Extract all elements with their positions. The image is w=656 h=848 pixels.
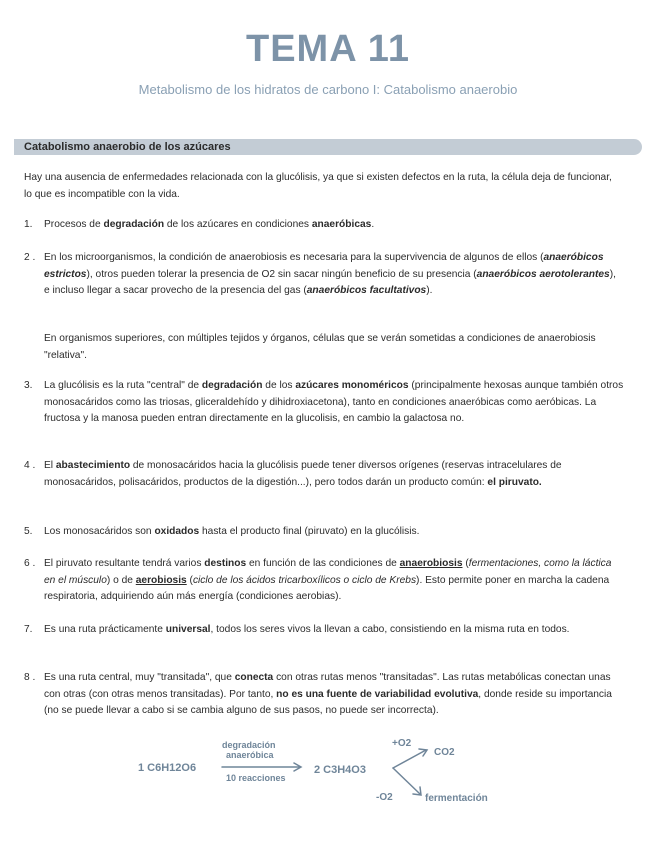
item-number: 8 .: [24, 672, 36, 683]
text-run: ), e incluso llegar a sacar provecho de la presencia del gas (: [44, 268, 616, 296]
sketch-arrow-label-top-2: anaeróbica: [226, 750, 274, 760]
text-run: En los microorganismos, la condición de anaerobiosis es necesaria para la supervivencia de algunos de ellos (: [44, 252, 544, 263]
handwritten-reaction-sketch: [0, 730, 656, 820]
page-title: TEMA 11: [246, 28, 410, 70]
sketch-reactant: 1 C6H12O6: [138, 762, 197, 774]
section-title: Catabolismo anaerobio de los azúcares: [24, 141, 231, 153]
bold-text: azúcares monoméricos: [295, 380, 409, 391]
sketch-branch-top-label: +O2: [392, 738, 412, 749]
text-run: (principalmente hexosas aunque también otros monosacáridos como las triosas, gliceraldehído y dihidroxiacetona), tanto en condiciones anaeróbicas como aeróbicas. La fructosa y la manosa pueden entran directamente en la glucolisis, en cambio la galactosa no.: [44, 380, 624, 424]
text-run: de los azúcares en condiciones: [164, 219, 312, 230]
list-item-extra: En organismos superiores, con múltiples tejidos y órganos, células que se verán sometidas a condiciones de anaerobiosis "relativa".: [44, 333, 596, 361]
text-run: en función de las condiciones de: [246, 558, 400, 569]
bold-italic-text: anaeróbicos facultativos: [306, 285, 427, 296]
item-number: 6 .: [24, 558, 36, 569]
item-number: 5.: [24, 526, 33, 537]
sketch-arrow-label-top-1: degradación: [222, 740, 276, 750]
bold-italic-text: anaeróbicos estrictos: [44, 252, 604, 280]
text-run: , todos los seres vivos la llevan a cabo, consistiendo en la misma ruta en todos.: [210, 624, 570, 635]
item-number: 1.: [24, 219, 33, 230]
list-item: [44, 250, 624, 300]
text-run: ), otros pueden tolerar la presencia de O2 sin sacar ningún beneficio de su presencia (: [86, 268, 477, 280]
sketch-product: 2 C3H4O3: [314, 764, 366, 776]
text-run: El piruvato resultante tendrá varios: [44, 558, 205, 569]
item-number: 4 .: [24, 460, 36, 471]
text-run: Procesos de: [44, 219, 104, 230]
sketch-branch-top-result: CO2: [434, 747, 455, 758]
text-run: .: [371, 219, 375, 230]
list-item: [44, 556, 624, 606]
bold-underlined-text: aerobiosis: [135, 574, 187, 586]
text-run: ) o de: [106, 574, 136, 586]
list-item: [44, 458, 624, 491]
sketch-branch-bottom-result: fermentación: [425, 793, 488, 804]
bold-text: degradación: [103, 219, 165, 230]
italic-text: fermentaciones, como la láctica en el músculo: [44, 558, 612, 586]
bold-text: degradación: [201, 380, 263, 391]
bold-text: el piruvato.: [487, 476, 542, 488]
text-run: con otras rutas menos "transitadas". Las rutas metabólicas conectan unas con otras (con otras menos transitadas). Por tanto,: [44, 672, 611, 700]
sketch-branch-top-line: [393, 750, 426, 768]
text-run: Es una ruta prácticamente: [44, 624, 166, 635]
item-number: 3.: [24, 380, 33, 391]
bold-text: abastecimiento: [55, 460, 131, 471]
intro-paragraph: Hay una ausencia de enfermedades relacionada con la glucólisis, ya que si existen defectos en la ruta, la célula deja de funcionar, lo que es incompatible con la vida.: [24, 172, 612, 200]
list-item: [44, 670, 624, 720]
bold-text: conecta: [234, 672, 274, 683]
italic-text: ciclo de los ácidos tricarboxílicos o ciclo de Krebs: [192, 574, 417, 586]
bold-text: no es una fuente de variabilidad evolutiva: [276, 688, 479, 700]
bold-underlined-text: anaerobiosis: [399, 558, 463, 569]
text-run: hasta el producto final (piruvato) en la glucólisis.: [199, 526, 420, 537]
page-subtitle: Metabolismo de los hidratos de carbono I: Catabolismo anaerobio: [138, 82, 518, 97]
bold-text: anaeróbicas: [311, 219, 372, 230]
text-run: Los monosacáridos son: [44, 526, 155, 537]
bold-text: oxidados: [154, 526, 200, 537]
bold-text: destinos: [204, 558, 247, 569]
text-run: de monosacáridos hacia la glucólisis puede tener diversos orígenes (reservas intracelulares de monosacáridos, polisacáridos, productos de la digestión...), pero todos darán un producto común:: [44, 460, 562, 488]
text-run: (: [186, 574, 193, 586]
text-run: El: [44, 460, 56, 471]
text-run: La glucólisis es la ruta "central" de: [44, 380, 202, 391]
list-item: [44, 217, 624, 234]
sketch-branch-bottom-line: [393, 768, 420, 794]
list-item: [44, 378, 624, 428]
text-run: ). Esto permite poner en marcha la cadena respiratoria, adquiriendo aún más energía (condiciones aerobias).: [44, 574, 610, 602]
text-run: , donde reside su importancia (no se puede llevar a cabo si se cambia alguno de sus pasos, no puede ser incorrecta).: [44, 688, 612, 716]
bold-text: universal: [165, 624, 211, 635]
bold-italic-text: anaeróbicos aerotolerantes: [476, 268, 610, 280]
text-run: Es una ruta central, muy "transitada", que: [44, 672, 235, 683]
item-number: 2 .: [24, 252, 36, 263]
item-number: 7.: [24, 624, 33, 635]
text-run: (: [462, 558, 469, 569]
text-run: ).: [426, 285, 433, 296]
list-item: [44, 622, 624, 639]
text-run: de los: [262, 380, 296, 391]
sketch-branch-bottom-label: -O2: [376, 792, 393, 803]
list-item: [44, 524, 624, 541]
sketch-arrow-label-bottom: 10 reacciones: [226, 773, 286, 783]
